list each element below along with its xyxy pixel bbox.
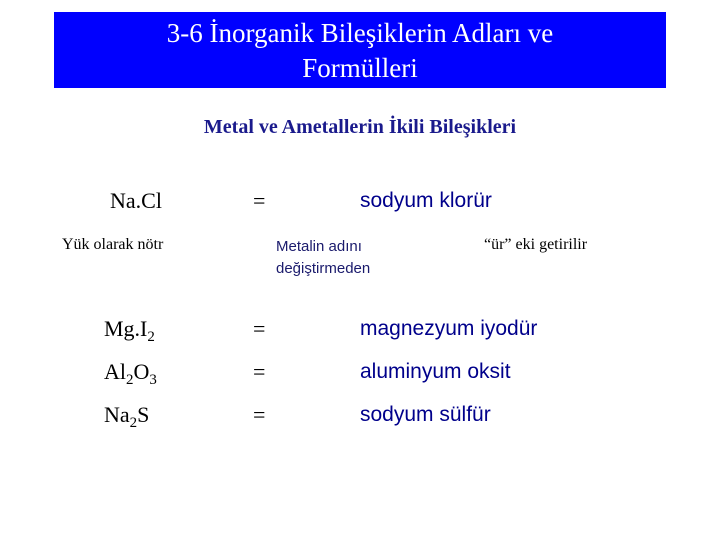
note-metal-name [276, 236, 370, 280]
formula-part: Na [104, 402, 130, 427]
slide-title [54, 12, 666, 88]
example-equals-sign: = [253, 188, 266, 213]
compound-name: magnezyum iyodür [360, 317, 538, 340]
formula-part: Mg.I [104, 316, 148, 341]
example-compound-name: sodyum klorür [360, 189, 492, 212]
slide-title-line-2: Formülleri [302, 53, 418, 83]
section-subtitle: Metal ve Ametallerin İkili Bileşikleri [203, 116, 517, 138]
slide-title-line-1: 3-6 İnorganik Bileşiklerin Adları ve [166, 18, 554, 48]
equals-sign: = [253, 359, 266, 384]
formula-subscript: 2 [126, 372, 134, 389]
formula-na2s [104, 402, 150, 432]
formula-subscript: 3 [149, 372, 157, 389]
note-suffix: “ür” eki getirilir [484, 236, 588, 253]
formula-subscript: 2 [129, 415, 138, 432]
equals-sign: = [253, 316, 266, 341]
formula-part: Al [104, 359, 126, 384]
formula-al2o3 [104, 359, 157, 389]
compound-name: aluminyum oksit [360, 360, 511, 383]
equals-sign: = [253, 402, 266, 427]
compound-name: sodyum sülfür [360, 403, 491, 426]
note-neutral-charge: Yük olarak nötr [62, 236, 164, 253]
formula-subscript: 2 [147, 329, 155, 346]
formula-part: S [137, 402, 150, 427]
example-formula: Na.Cl [110, 188, 162, 213]
formula-part: O [133, 359, 150, 384]
formula-mgi2 [104, 316, 155, 346]
note-metal-name-line-1: Metalin adını [276, 238, 362, 255]
note-metal-name-line-2: değiştirmeden [276, 260, 371, 277]
